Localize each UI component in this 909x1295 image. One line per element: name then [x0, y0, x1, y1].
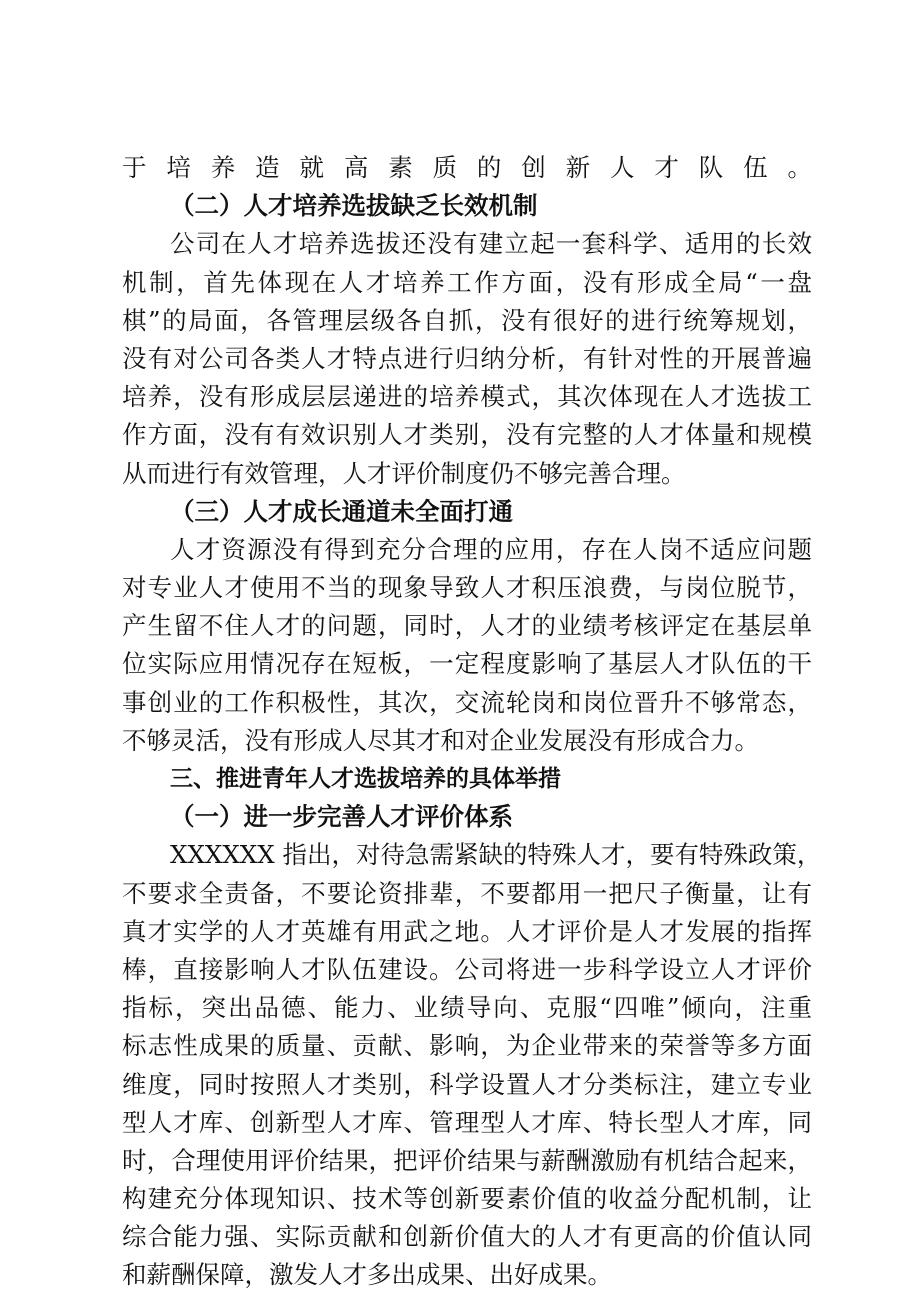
section-subheading: （三）人才成长通道未全面打通	[170, 496, 513, 526]
body-text-line: 培养，没有形成层层递进的培养模式，其次体现在人才选拔工	[122, 382, 812, 412]
document-body	[122, 149, 822, 1295]
body-text-line: 位实际应用情况存在短板，一定程度影响了基层人才队伍的干	[122, 649, 812, 679]
body-text-line: 没有对公司各类人才特点进行归纳分析，有针对性的开展普遍	[122, 343, 812, 373]
body-text-line: 维度，同时按照人才类别，科学设置人才分类标注，建立专业	[122, 1069, 812, 1099]
section-subheading: （一）进一步完善人才评价体系	[170, 802, 513, 832]
paragraph-first-line: 公司在人才培养选拔还没有建立起一套科学、适用的长效	[170, 229, 812, 259]
paragraph-last-line: 不够灵活，没有形成人尽其才和对企业发展没有形成合力。	[122, 725, 759, 755]
body-text-line: 标志性成果的质量、贡献、影响，为企业带来的荣誉等多方面	[122, 1031, 812, 1061]
body-text-line: 型人才库、创新型人才库、管理型人才库、特长型人才库，同	[122, 1107, 812, 1137]
body-text-line: 不要求全责备，不要论资排辈，不要都用一把尺子衡量，让有	[122, 878, 812, 908]
paragraph-first-line: 人才资源没有得到充分合理的应用，存在人岗不适应问题	[170, 534, 812, 564]
section-heading: 三、推进青年人才选拔培养的具体举措	[170, 766, 561, 792]
paragraph-first-line: XXXXXX 指出，对待急需紧缺的特殊人才，要有特殊政策，	[170, 840, 822, 870]
body-text-line: 对专业人才使用不当的现象导致人才积压浪费，与岗位脱节，	[122, 573, 812, 603]
body-text-line: 时，合理使用评价结果，把评价结果与薪酬激励有机结合起来，	[122, 1145, 812, 1175]
body-text-line: 产生留不住人才的问题，同时，人才的业绩考核评定在基层单	[122, 611, 812, 641]
body-text-line: 构建充分体现知识、技术等创新要素价值的收益分配机制，让	[122, 1184, 812, 1214]
body-text-line: 指标，突出品德、能力、业绩导向、克服“四唯”倾向，注重	[122, 993, 812, 1023]
body-text-line: 综合能力强、实际贡献和创新价值大的人才有更高的价值认同	[122, 1222, 812, 1252]
paragraph-last-line: 从而进行有效管理，人才评价制度仍不够完善合理。	[122, 458, 686, 488]
body-text-line: 作方面，没有有效识别人才类别，没有完整的人才体量和规模	[122, 420, 812, 450]
body-text-line: 棒，直接影响人才队伍建设。公司将进一步科学设立人才评价	[122, 954, 812, 984]
body-text-line: 于培养造就高素质的创新人才队伍。	[122, 153, 812, 182]
body-text-line: 机制，首先体现在人才培养工作方面，没有形成全局“一盘	[122, 267, 812, 297]
paragraph-last-line: 和薪酬保障，激发人才多出成果、出好成果。	[122, 1260, 612, 1290]
body-text-line: 事创业的工作积极性，其次，交流轮岗和岗位晋升不够常态，	[122, 687, 812, 717]
body-text-line: 真才实学的人才英雄有用武之地。人才评价是人才发展的指挥	[122, 916, 812, 946]
body-text-line: 棋”的局面，各管理层级各自抓，没有很好的进行统筹规划，	[122, 305, 812, 335]
section-subheading: （二）人才培养选拔缺乏长效机制	[170, 191, 538, 221]
